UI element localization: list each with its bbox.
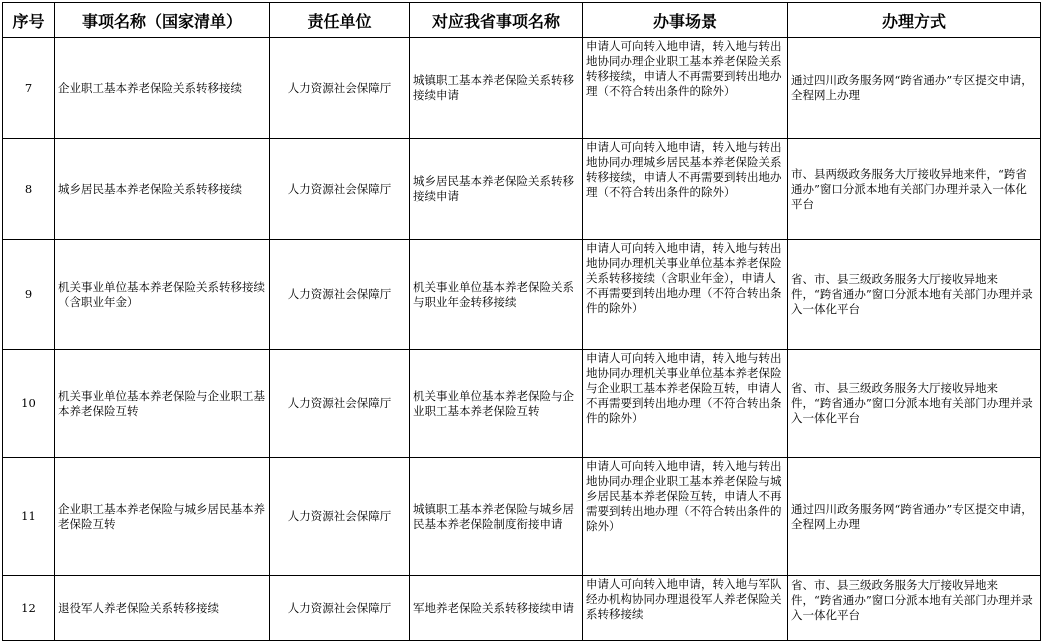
table-row	[3, 240, 1041, 350]
cell-province-item: 军地养老保险关系转移接续申请	[410, 576, 583, 641]
cell-seq: 9	[3, 240, 55, 350]
cell-seq: 10	[3, 350, 55, 458]
cell-dept: 人力资源社会保障厅	[270, 240, 410, 350]
cell-item-name: 城乡居民基本养老保险关系转移接续	[55, 139, 270, 240]
cell-province-item: 城镇职工基本养老保险关系转移接续申请	[410, 38, 583, 139]
cell-item-name: 机关事业单位基本养老保险与企业职工基本养老保险互转	[55, 350, 270, 458]
cell-province-item: 机关事业单位基本养老保险关系与职业年金转移接续	[410, 240, 583, 350]
cell-scene: 申请人可向转入地申请，转入地与转出地协同办理机关事业单位基本养老保险关系转移接续（含职业年金），申请人不再需要到转出地办理（不符合转出条件的除外）	[583, 240, 788, 350]
cell-seq: 12	[3, 576, 55, 641]
table-row	[3, 139, 1041, 240]
cell-item-name: 企业职工基本养老保险关系转移接续	[55, 38, 270, 139]
cell-province-item: 城镇职工基本养老保险与城乡居民基本养老保险制度衔接申请	[410, 458, 583, 576]
table-row	[3, 350, 1041, 458]
cell-mode: 通过四川政务服务网“跨省通办”专区提交申请，全程网上办理	[788, 458, 1041, 576]
cell-item-name: 机关事业单位基本养老保险关系转移接续（含职业年金）	[55, 240, 270, 350]
cell-province-item: 城乡居民基本养老保险关系转移接续申请	[410, 139, 583, 240]
table-header-row	[3, 3, 1041, 38]
cell-scene: 申请人可向转入地申请，转入地与转出地协同办理城乡居民基本养老保险关系转移接续，申请人不再需要到转出地办理（不符合转出条件的除外）	[583, 139, 788, 240]
cell-scene: 申请人可向转入地申请，转入地与转出地协同办理企业职工基本养老保险与城乡居民基本养老保险互转，申请人不再需要到转出地办理（不符合转出条件的除外）	[583, 458, 788, 576]
header-province-item: 对应我省事项名称	[410, 3, 583, 38]
cell-seq: 8	[3, 139, 55, 240]
cell-seq: 7	[3, 38, 55, 139]
table-row	[3, 38, 1041, 139]
table-row	[3, 458, 1041, 576]
cell-dept: 人力资源社会保障厅	[270, 139, 410, 240]
cell-item-name: 企业职工基本养老保险与城乡居民基本养老保险互转	[55, 458, 270, 576]
cell-scene: 申请人可向转入地申请，转入地与转出地协同办理机关事业单位基本养老保险与企业职工基本养老保险互转，申请人不再需要到转出地办理（不符合转出条件的除外）	[583, 350, 788, 458]
cell-mode: 省、市、县三级政务服务大厅接收异地来件，“跨省通办”窗口分派本地有关部门办理并录入一体化平台	[788, 576, 1041, 641]
cell-mode: 市、县两级政务服务大厅接收异地来件，“跨省通办”窗口分派本地有关部门办理并录入一体化平台	[788, 139, 1041, 240]
cell-item-name: 退役军人养老保险关系转移接续	[55, 576, 270, 641]
cell-mode: 通过四川政务服务网“跨省通办”专区提交申请，全程网上办理	[788, 38, 1041, 139]
header-seq: 序号	[3, 3, 55, 38]
cell-scene: 申请人可向转入地申请，转入地与军队经办机构协同办理退役军人养老保险关系转移接续	[583, 576, 788, 641]
cell-dept: 人力资源社会保障厅	[270, 38, 410, 139]
cell-mode: 省、市、县三级政务服务大厅接收异地来件，“跨省通办”窗口分派本地有关部门办理并录入一体化平台	[788, 240, 1041, 350]
header-item-name: 事项名称（国家清单）	[55, 3, 270, 38]
header-dept: 责任单位	[270, 3, 410, 38]
cell-province-item: 机关事业单位基本养老保险与企业职工基本养老保险互转	[410, 350, 583, 458]
cell-seq: 11	[3, 458, 55, 576]
cell-dept: 人力资源社会保障厅	[270, 576, 410, 641]
header-mode: 办理方式	[788, 3, 1041, 38]
table-row	[3, 576, 1041, 641]
cell-scene: 申请人可向转入地申请，转入地与转出地协同办理企业职工基本养老保险关系转移接续，申请人不再需要到转出地办理（不符合转出条件的除外）	[583, 38, 788, 139]
header-scene: 办事场景	[583, 3, 788, 38]
cell-dept: 人力资源社会保障厅	[270, 458, 410, 576]
cell-mode: 省、市、县三级政务服务大厅接收异地来件，“跨省通办”窗口分派本地有关部门办理并录入一体化平台	[788, 350, 1041, 458]
cell-dept: 人力资源社会保障厅	[270, 350, 410, 458]
service-items-table	[2, 2, 1041, 641]
